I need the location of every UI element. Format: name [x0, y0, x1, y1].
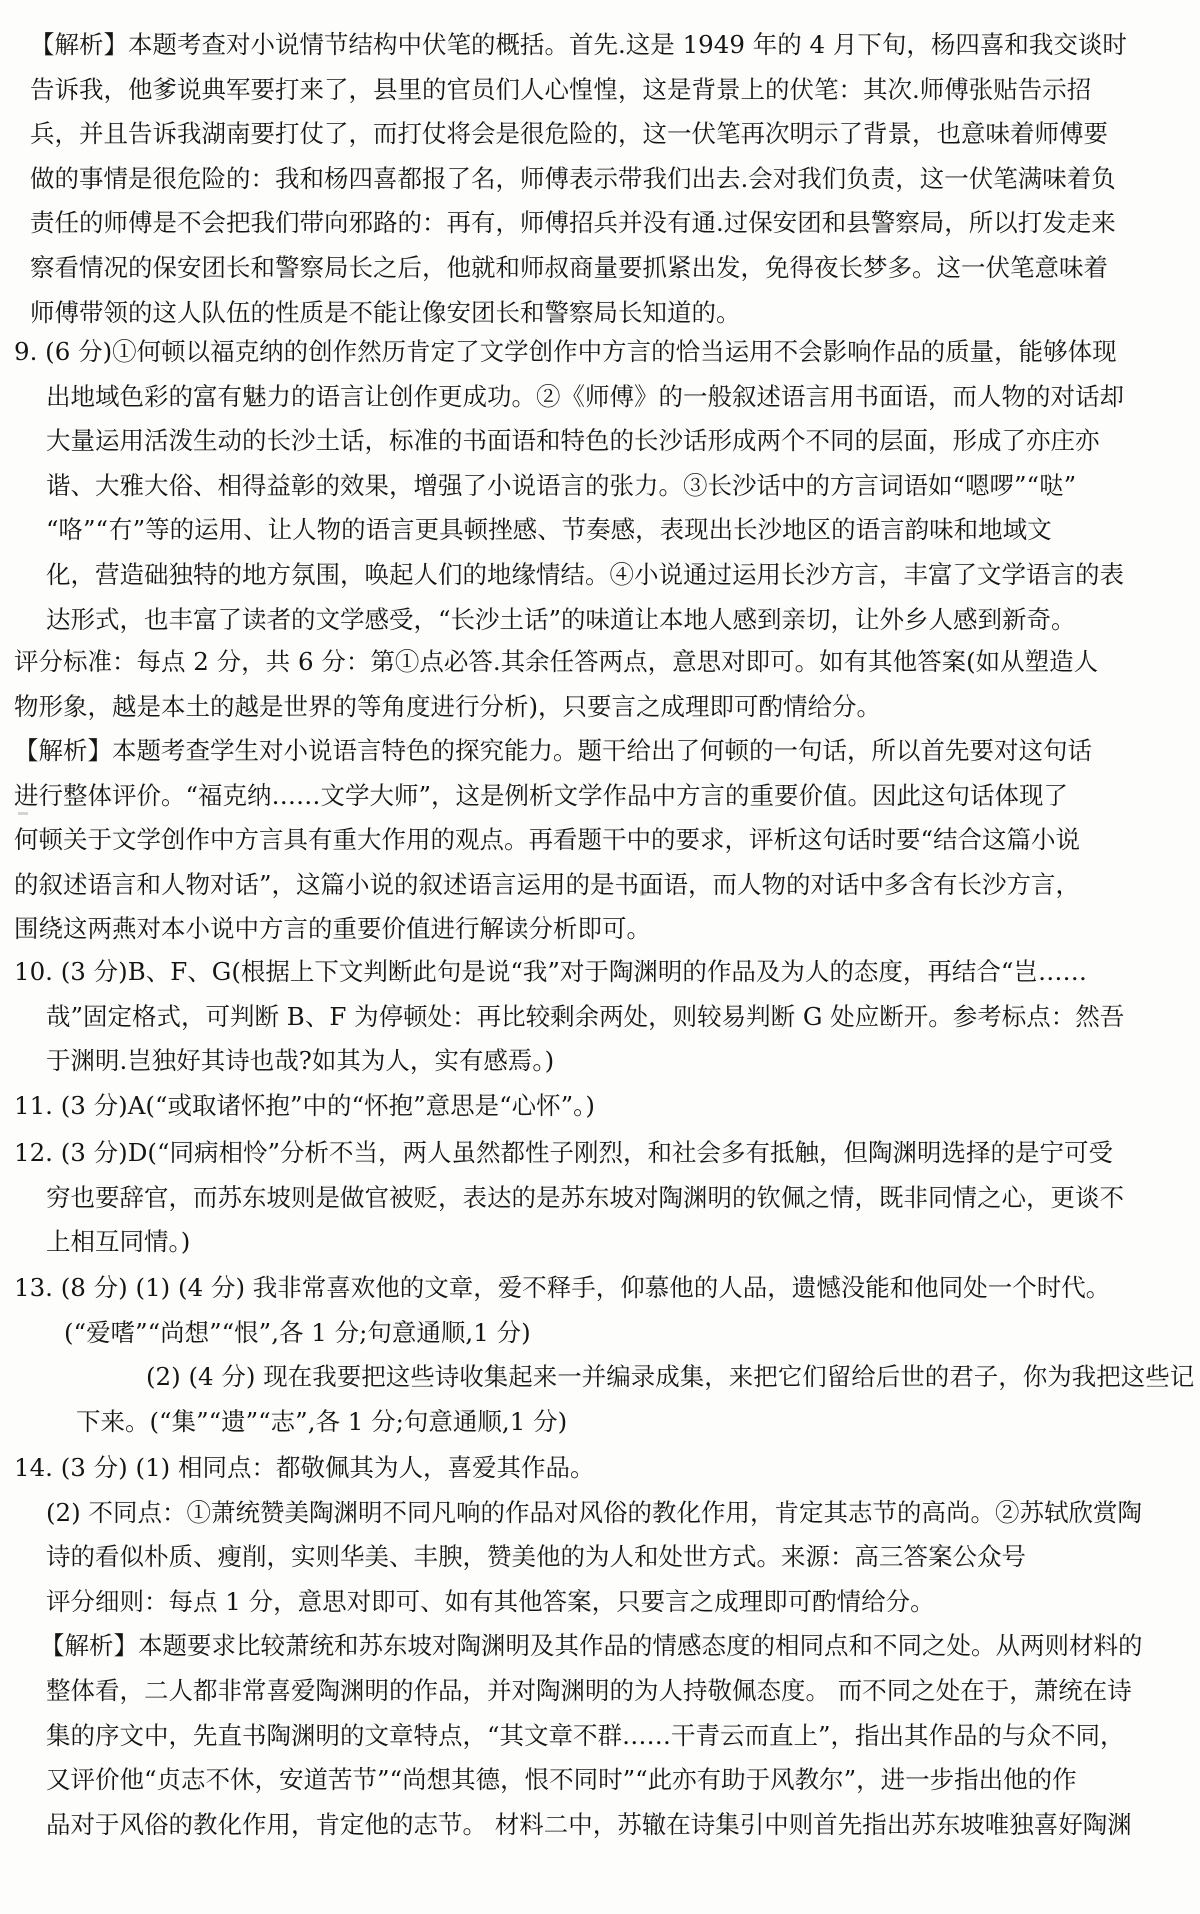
scan-artifact — [18, 812, 28, 815]
text-line: 评分细则：每点 1 分，意思对即可、如有其他答案，只要言之成理即可酌情给分。 — [46, 1586, 935, 1616]
text-line: 责任的师傅是不会把我们带向邪路的：再有，师傅招兵并没有通.过保安团和县警察局，所以打发走来 — [30, 208, 1116, 238]
text-line: 达形式，也丰富了读者的文学感受，“长沙土话”的味道让本地人感到亲切，让外乡人感到新奇。 — [46, 604, 1076, 634]
question-line: 14. (3 分) (1) 相同点：都敬佩其为人，喜爱其作品。 — [14, 1453, 595, 1482]
q14-answer — [0, 1446, 1200, 1847]
question-line: 11. (3 分)A(“或取诸怀抱”中的“怀抱”意思是“心怀”。) — [14, 1091, 595, 1120]
question-line: 13. (8 分) (1) (4 分) 我非常喜欢他的文章，爱不释手，仰慕他的人品，遗憾没能和他同处一个时代。 — [14, 1273, 1111, 1302]
text-line: 物形象，越是本土的越是世界的等角度进行分析)，只要言之成理即可酌情给分。 — [14, 691, 882, 721]
text-line: 上相互同情。) — [46, 1227, 191, 1257]
text-line: 兵，并且告诉我湖南要打仗了，而打仗将会是很危险的，这一伏笔再次明示了背景，也意味着师傅要 — [30, 119, 1108, 149]
text-line: 做的事情是很危险的：我和杨四喜都报了名，师傅表示带我们出去.会对我们负责，这一伏笔满味着负 — [30, 163, 1116, 193]
q11-answer — [0, 1084, 1200, 1129]
text-line: 于渊明.岂独好其诗也哉?如其为人，实有感焉。) — [46, 1046, 555, 1076]
text-line: 出地域色彩的富有魅力的语言让创作更成功。②《师傅》的一般叙述语言用书面语，而人物的对话却 — [46, 381, 1124, 411]
text-line: 围绕这两燕对本小说中方言的重要价值进行解读分析即可。 — [14, 914, 651, 944]
text-line: 谐、大雅大俗、相得益彰的效果，增强了小说语言的张力。③长沙话中的方言词语如“嗯啰”“哒” — [46, 470, 1077, 500]
text-line: 化，营造础独特的地方氛围，唤起人们的地缘情结。④小说通过运用长沙方言，丰富了文学语言的表 — [46, 559, 1124, 589]
q9-scoring — [0, 640, 1200, 729]
question-line: 10. (3 分)B、F、G(根据上下文判断此句是说“我”对于陶渊明的作品及为人的态度，再结合“岂…… — [14, 957, 1087, 986]
text-line: 【解析】本题要求比较萧统和苏东坡对陶渊明及其作品的情感态度的相同点和不同之处。从两则材料的 — [40, 1631, 1143, 1661]
text-line: 诗的看似朴质、瘦削，实则华美、丰腴，赞美他的为人和处世方式。来源：高三答案公众号 — [46, 1542, 1026, 1572]
text-line: (2) (4 分) 现在我要把这些诗收集起来一并编录成集，来把它们留给后世的君子，你为我把这些记 — [146, 1362, 1195, 1392]
text-line: 下来。(“集”“遗”“志”,各 1 分;句意通顺,1 分) — [76, 1406, 568, 1436]
q12-answer — [0, 1131, 1200, 1265]
text-line: 品对于风俗的教化作用，肯定他的志节。 材料二中，苏辙在诗集引中则首先指出苏东坡唯独喜好陶渊 — [46, 1809, 1132, 1839]
text-line: 告诉我，他爹说典军要打来了，县里的官员们人心惶惶，这是背景上的伏笔：其次.师傅张贴告示招 — [30, 74, 1092, 104]
scan-artifact — [640, 890, 646, 896]
text-line: 集的序文中，先直书陶渊明的文章特点，“其文章不群……干青云而直上”，指出其作品的与众不同， — [46, 1720, 1125, 1750]
question-line: 9. (6 分)①何顿以福克纳的创作然历肯定了文学创作中方言的恰当运用不会影响作品的质量，能够体现 — [14, 337, 1117, 366]
text-line: (2) 不同点：①萧统赞美陶渊明不同凡响的作品对风俗的教化作用，肯定其志节的高尚。②苏轼欣赏陶 — [46, 1497, 1142, 1527]
text-line: 何顿关于文学创作中方言具有重大作用的观点。再看题干中的要求，评析这句话时要“结合这篇小说 — [14, 825, 1081, 855]
text-line: 进行整体评价。“福克纳……文学大师”，这是例析文学作品中方言的重要价值。因此这句话体现了 — [14, 780, 1069, 810]
text-line: 察看情况的保安团长和警察局长之后，他就和师叔商量要抓紧出发，免得夜长梦多。这一伏笔意味着 — [30, 252, 1108, 282]
q9-analysis — [0, 729, 1200, 952]
text-line: “咯”“冇”等的运用、让人物的语言更具顿挫感、节奏感，表现出长沙地区的语言韵味和地域文 — [46, 515, 1052, 545]
text-line: 评分标准：每点 2 分，共 6 分：第①点必答.其余任答两点，意思对即可。如有其他答案(如从塑造人 — [14, 647, 1099, 676]
q8-analysis — [0, 23, 1200, 335]
q13-answer — [0, 1266, 1200, 1444]
text-line: 【解析】本题考查对小说情节结构中伏笔的概括。首先.这是 1949 年的 4 月下旬，杨四喜和我交谈时 — [30, 30, 1127, 59]
q10-answer — [0, 950, 1200, 1084]
q9-answer — [0, 330, 1200, 642]
text-line: 又评价他“贞志不休，安道苦节”“尚想其德，恨不同时”“此亦有助于风教尔”，进一步指出他的作 — [46, 1765, 1077, 1795]
question-line: 12. (3 分)D(“同病相怜”分析不当，两人虽然都性子刚烈，和社会多有抵触，但陶渊明选择的是宁可受 — [14, 1138, 1113, 1167]
text-line: 哉”固定格式，可判断 B、F 为停顿处：再比较剩余两处，则较易判断 G 处应断开。参考标点：然吾 — [46, 1001, 1125, 1031]
text-line: 的叙述语言和人物对话”，这篇小说的叙述语言运用的是书面语，而人物的对话中多含有长沙方言， — [14, 869, 1081, 899]
text-line: 【解析】本题考查学生对小说语言特色的探究能力。题干给出了何顿的一句话，所以首先要对这句话 — [14, 736, 1092, 765]
text-line: 穷也要辞官，而苏东坡则是做官被贬，表达的是苏东坡对陶渊明的钦佩之情，既非同情之心，更谈不 — [46, 1182, 1124, 1212]
text-line: 大量运用活泼生动的长沙土话，标准的书面语和特色的长沙话形成两个不同的层面，形成了亦庄亦 — [46, 426, 1100, 456]
text-line: (“爱嗜”“尚想”“恨”,各 1 分;句意通顺,1 分) — [64, 1317, 531, 1347]
text-line: 整体看，二人都非常喜爱陶渊明的作品，并对陶渊明的为人持敬佩态度。 而不同之处在于，萧统在诗 — [46, 1675, 1132, 1705]
text-line: 师傅带领的这人队伍的性质是不能让像安团长和警察局长知道的。 — [30, 297, 741, 327]
